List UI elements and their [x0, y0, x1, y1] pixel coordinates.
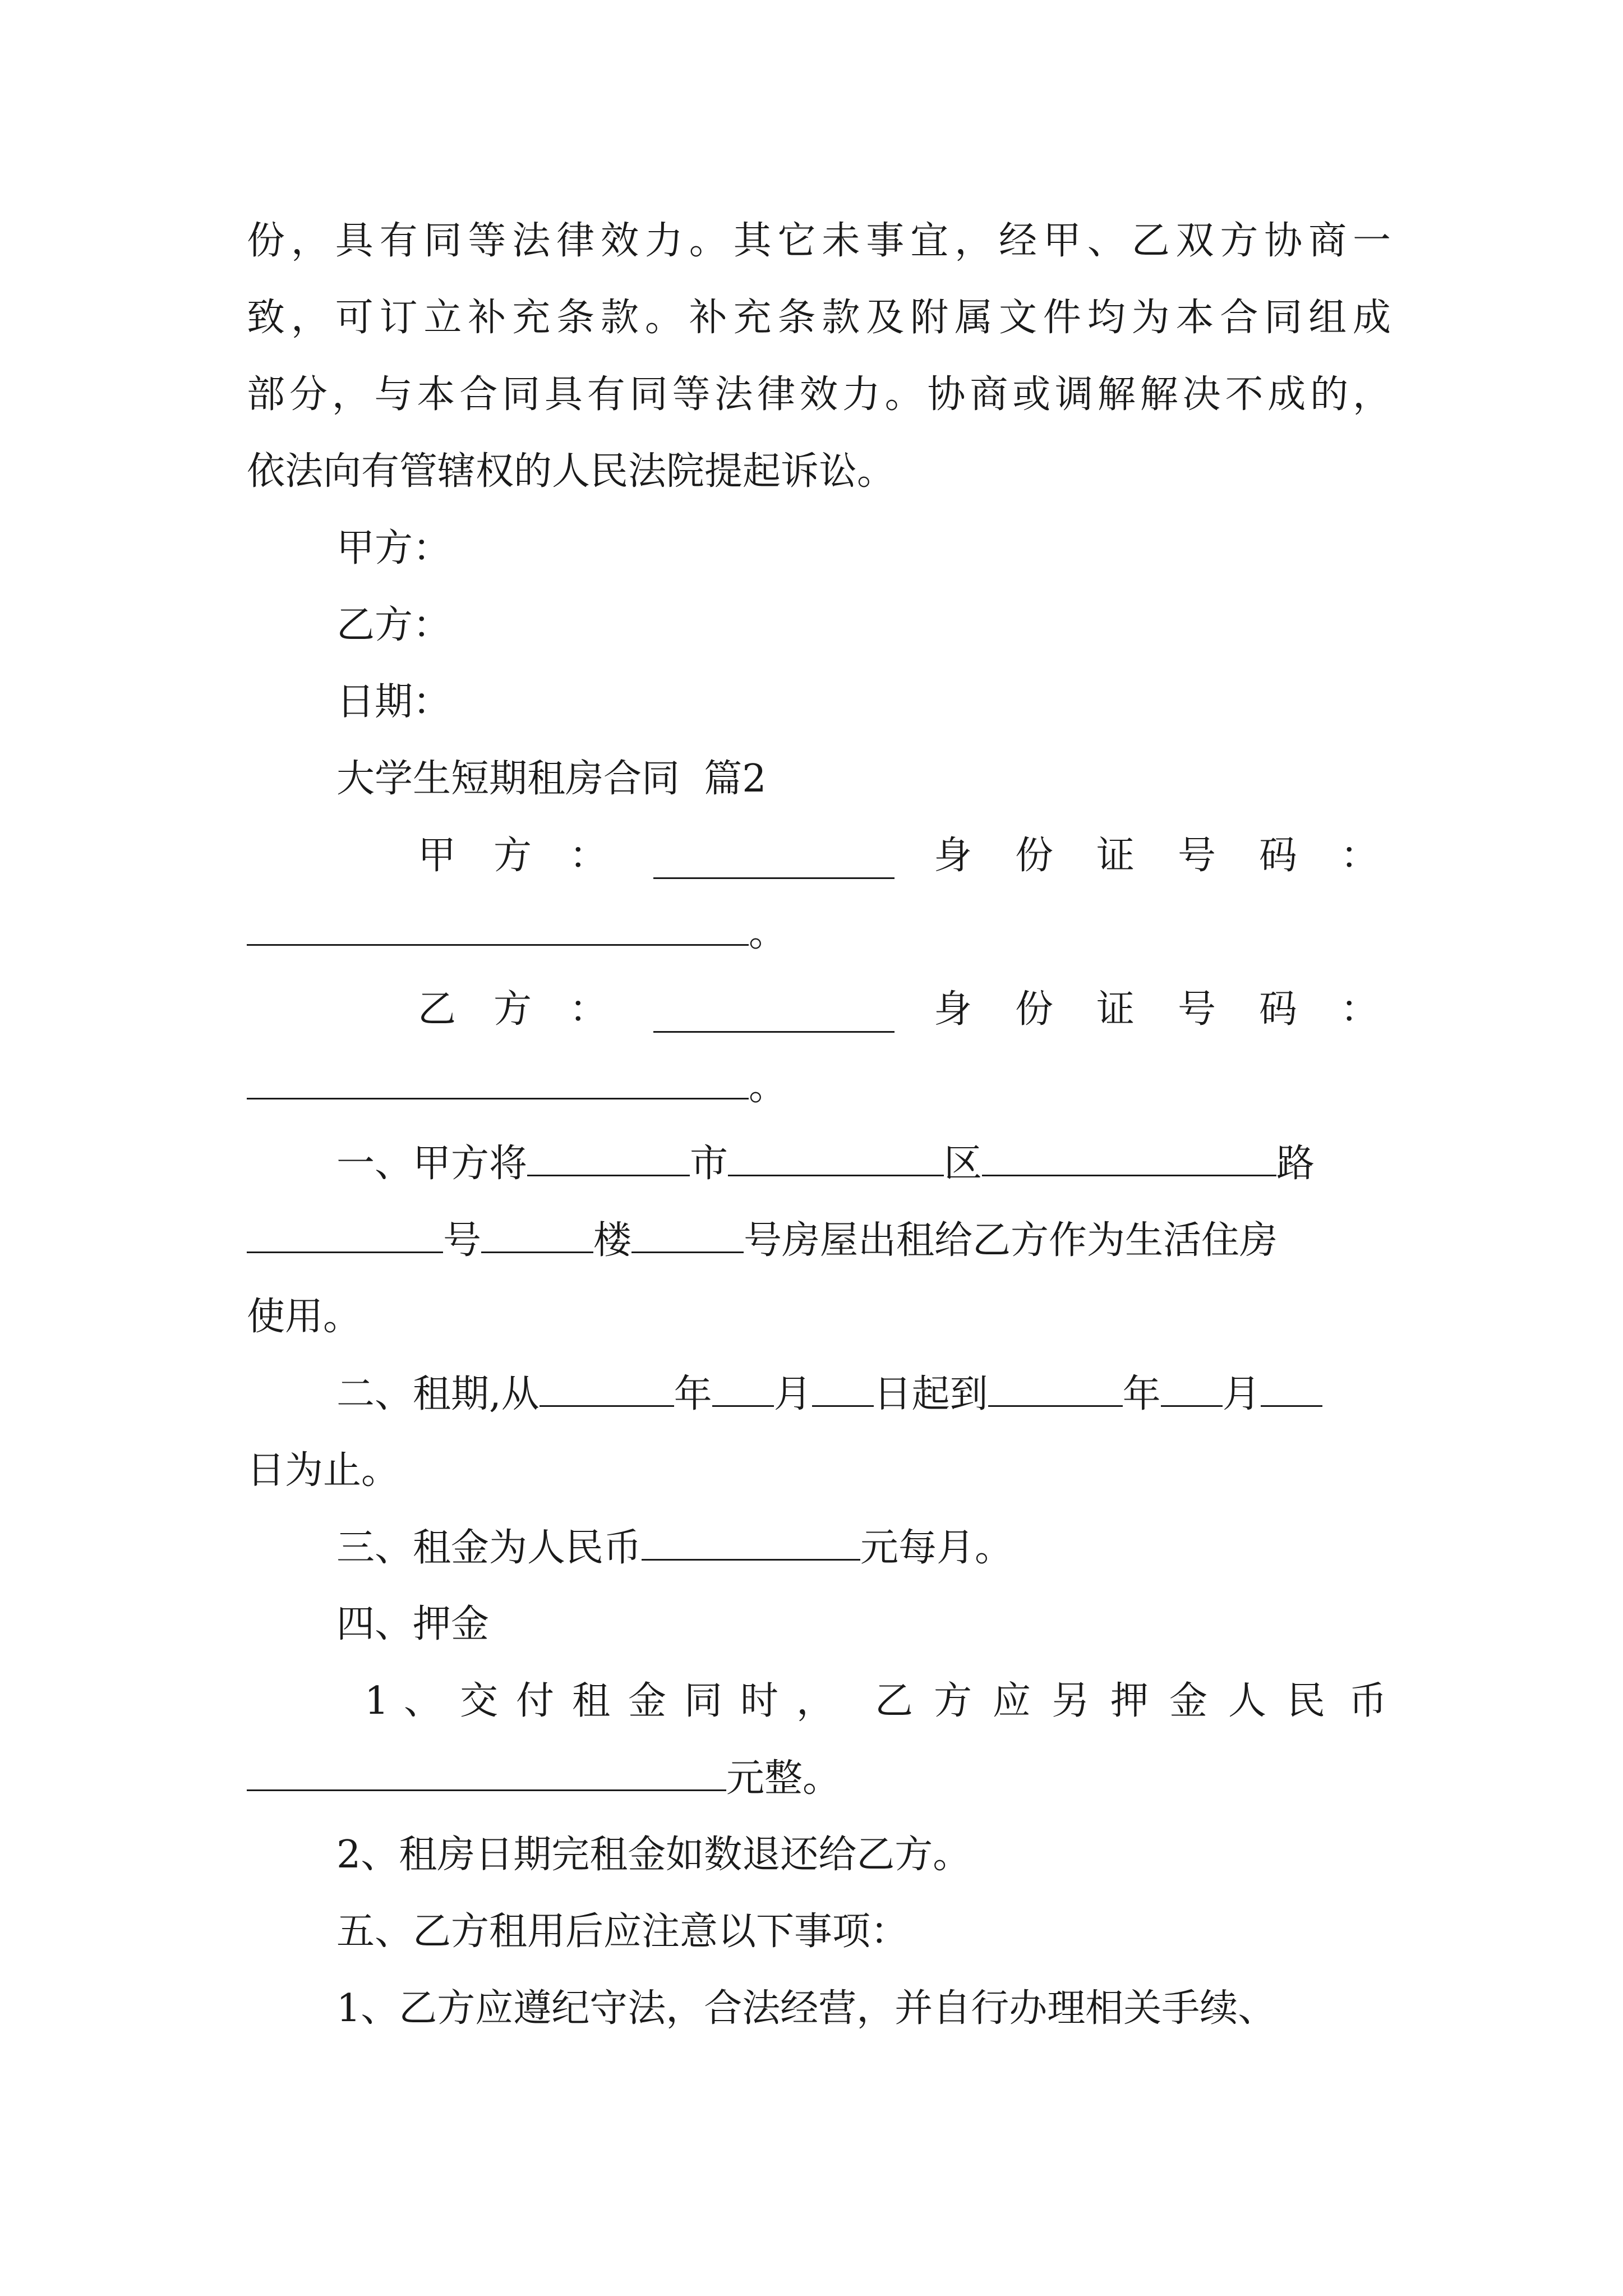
clause-4-item-1-char: 金: [1169, 1679, 1208, 1723]
clause-2-start-day-blank: [812, 1366, 874, 1407]
section-heading: 大学生短期租房合同 篇2: [336, 757, 767, 801]
party-b-id-3: 证: [1096, 987, 1135, 1032]
clause-1-line-3: 使用。: [247, 1295, 362, 1339]
clause-1-text-5: 号: [443, 1218, 482, 1263]
clause-4-item-1-char: 应: [993, 1679, 1031, 1723]
intro-line-3: 部分，与本合同具有同等法律效力。协商或调解解决不成的，: [247, 372, 1391, 417]
clause-4-item-1-char: 另: [1052, 1679, 1090, 1723]
party-b-label-3: ：: [569, 987, 608, 1032]
clause-1-text-2: 市: [690, 1142, 728, 1186]
party-a-label-2: 方: [494, 834, 532, 878]
clause-4-item-1-char: 方: [934, 1679, 972, 1723]
clause-4-item-1-char: 人: [1228, 1679, 1267, 1723]
clause-4-item-1-char: 币: [1349, 1679, 1387, 1723]
clause-4-item-1-end: 元整。: [726, 1756, 841, 1801]
party-b-label-1: 乙: [418, 987, 457, 1032]
party-a-label-3: ：: [569, 834, 608, 878]
party-a-id-line: [247, 905, 1391, 961]
clause-4-item-1-char: 民: [1287, 1679, 1326, 1723]
party-a-id-6: ：: [1340, 834, 1379, 878]
party-a-name-blank: [653, 838, 895, 879]
clause-4-item-1-char: 乙: [875, 1679, 914, 1723]
clause-1-line-2: [247, 1212, 1391, 1269]
clause-1-text-1: 一、甲方将: [336, 1142, 528, 1186]
party-a-id-3: 证: [1096, 834, 1135, 878]
clause-2-start-month-blank: [712, 1366, 774, 1407]
signature-party-b: 乙方：: [336, 603, 451, 647]
clause-4-item-1-char: 同: [684, 1679, 723, 1723]
clause-2-year-1: 年: [674, 1372, 712, 1416]
clause-1-text-3: 区: [944, 1142, 983, 1186]
intro-line-1: 份，具有同等法律效力。其它未事宜，经甲、乙双方协商一: [247, 219, 1391, 263]
clause-1-line-1: [336, 1135, 1391, 1192]
clause-1-city-blank: [527, 1135, 690, 1176]
clause-3-text-1: 三、租金为人民币: [336, 1526, 642, 1570]
clause-4-item-1-char: 1: [365, 1679, 389, 1723]
clause-3-line: [336, 1520, 1391, 1576]
party-a-label-1: 甲: [418, 834, 457, 878]
clause-4-title: 四、押金: [336, 1602, 490, 1646]
clause-4-item-1-line-2: [247, 1750, 1391, 1807]
party-a-id-1: 身: [934, 834, 972, 878]
clause-1-district-blank: [728, 1135, 944, 1176]
clause-3-text-2: 元每月。: [860, 1526, 1013, 1570]
clause-1-text-4: 路: [1276, 1142, 1315, 1186]
party-b-name-blank: [653, 992, 895, 1033]
party-b-id-end: 。: [749, 1065, 787, 1109]
clause-4-item-1-char: ，: [796, 1679, 835, 1723]
clause-5-item-1: 1、乙方应遵纪守法，合法经营，并自行办理相关手续、: [336, 1986, 1276, 2031]
clause-1-text-6: 楼: [593, 1218, 632, 1263]
party-a-id-5: 码: [1259, 834, 1298, 878]
intro-line-2: 致，可订立补充条款。补充条款及附属文件均为本合同组成: [247, 296, 1391, 340]
clause-4-item-1-char: 交: [460, 1679, 499, 1723]
clause-4-item-1-char: 金: [628, 1679, 667, 1723]
clause-2-text-1: 二、租期,从: [336, 1372, 540, 1416]
clause-2-start-year-blank: [540, 1366, 674, 1407]
clause-2-line-1: [336, 1366, 1391, 1423]
party-b-id-line: [247, 1059, 1391, 1115]
party-a-id-2: 份: [1015, 834, 1054, 878]
signature-party-a: 甲方：: [336, 526, 451, 570]
intro-line-4: 依法向有管辖权的人民法院提起诉讼。: [247, 449, 896, 494]
clause-2-end-day-blank: [1261, 1366, 1322, 1407]
party-a-id-end: 。: [749, 911, 787, 955]
clause-2-day-1: 日起到: [873, 1372, 988, 1416]
clause-4-item-1-char: 租: [572, 1679, 611, 1723]
party-b-id-2: 份: [1015, 987, 1054, 1032]
clause-4-item-1-char: 、: [404, 1679, 442, 1723]
signature-date: 日期：: [336, 680, 451, 724]
clause-1-room-blank: [631, 1212, 744, 1253]
clause-1-text-7: 号房屋出租给乙方作为生活住房: [744, 1218, 1278, 1263]
clause-2-year-2: 年: [1122, 1372, 1161, 1416]
clause-4-item-1-char: 时: [740, 1679, 779, 1723]
clause-2-month-2: 月: [1222, 1372, 1261, 1416]
party-b-label-2: 方: [494, 987, 532, 1032]
party-b-id-1: 身: [934, 987, 972, 1032]
clause-2-month-1: 月: [773, 1372, 812, 1416]
clause-4-deposit-blank: [247, 1750, 726, 1791]
clause-5-title: 五、乙方租用后应注意以下事项：: [336, 1910, 909, 1954]
clause-4-item-1-char: 付: [516, 1679, 555, 1723]
party-b-id-blank: [247, 1059, 749, 1099]
party-b-id-5: 码: [1259, 987, 1298, 1032]
clause-1-building-blank: [481, 1212, 593, 1253]
party-b-id-6: ：: [1340, 987, 1379, 1032]
party-b-id-4: 号: [1178, 987, 1216, 1032]
clause-2-line-2: 日为止。: [247, 1448, 400, 1493]
party-a-id-4: 号: [1178, 834, 1216, 878]
clause-4-item-1-char: 押: [1110, 1679, 1149, 1723]
party-a-id-blank: [247, 905, 749, 946]
clause-3-rent-blank: [642, 1520, 860, 1561]
clause-1-road-blank: [982, 1135, 1276, 1176]
clause-2-end-year-blank: [988, 1366, 1123, 1407]
clause-2-end-month-blank: [1161, 1366, 1223, 1407]
clause-1-number-blank: [247, 1212, 443, 1253]
clause-4-item-2: 2、租房日期完租金如数退还给乙方。: [336, 1833, 971, 1877]
